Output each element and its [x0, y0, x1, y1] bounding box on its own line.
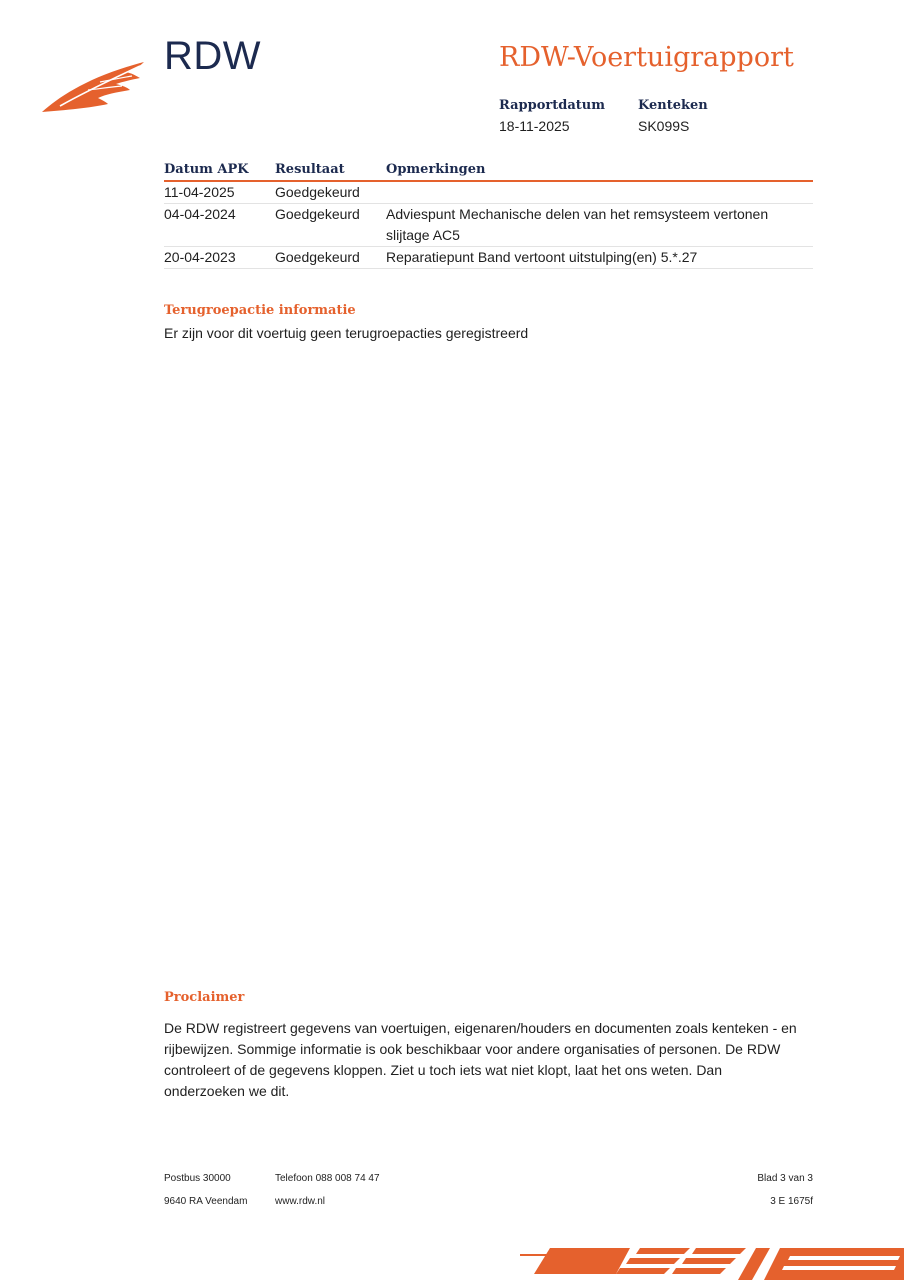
apk-date-cell: 04-04-2024: [164, 204, 275, 247]
column-header-result: Resultaat: [275, 160, 386, 181]
license-plate-value: SK099S: [638, 118, 690, 134]
rdw-stripes-decoration-icon: [520, 1244, 904, 1280]
apk-history-table: [164, 160, 813, 269]
apk-result-cell: Goedgekeurd: [275, 204, 386, 247]
footer-website-link[interactable]: www.rdw.nl: [275, 1196, 326, 1207]
recall-section-text: Er zijn voor dit voertuig geen terugroepacties geregistreerd: [164, 325, 529, 341]
apk-remarks-cell: Adviespunt Mechanische delen van het remsysteem vertonen slijtage AC5: [386, 204, 813, 247]
proclaimer-title: Proclaimer: [164, 990, 245, 1005]
footer-city: 9640 RA Veendam: [164, 1196, 248, 1207]
report-date-label: Rapportdatum: [499, 98, 605, 113]
apk-remarks-cell: Reparatiepunt Band vertoont uitstulping(en) 5.*.27: [386, 247, 813, 269]
report-title: RDW-Voertuigrapport: [499, 42, 794, 73]
apk-date-cell: 11-04-2025: [164, 181, 275, 204]
column-header-remarks: Opmerkingen: [386, 160, 813, 181]
table-header-row: [164, 160, 813, 181]
report-date-value: 18-11-2025: [499, 118, 570, 134]
apk-remarks-cell: [386, 181, 813, 204]
proclaimer-text: De RDW registreert gegevens van voertuigen, eigenaren/houders en documenten zoals kenteken - en rijbewijzen. Sommige informatie is ook beschikbaar voor andere organisaties of personen. De RDW controleert of de gegevens kloppen. Ziet u toch iets wat niet klopt, laat het ons weten. Dan onderzoeken we dit.: [164, 1020, 797, 1099]
license-plate-label: Kenteken: [638, 98, 708, 113]
rdw-logo-text: RDW: [164, 34, 262, 78]
footer-page-number: Blad 3 van 3: [757, 1173, 813, 1184]
footer-document-code: 3 E 1675f: [770, 1196, 813, 1207]
table-row: [164, 181, 813, 204]
footer-phone: Telefoon 088 008 74 47: [275, 1173, 380, 1184]
footer-postbus: Postbus 30000: [164, 1173, 231, 1184]
recall-section-title: Terugroepactie informatie: [164, 303, 356, 318]
apk-date-cell: 20-04-2023: [164, 247, 275, 269]
table-row: [164, 247, 813, 269]
table-row: [164, 204, 813, 247]
apk-result-cell: Goedgekeurd: [275, 181, 386, 204]
apk-result-cell: Goedgekeurd: [275, 247, 386, 269]
column-header-date: Datum APK: [164, 160, 275, 181]
rdw-feather-logo-icon: [40, 56, 148, 116]
